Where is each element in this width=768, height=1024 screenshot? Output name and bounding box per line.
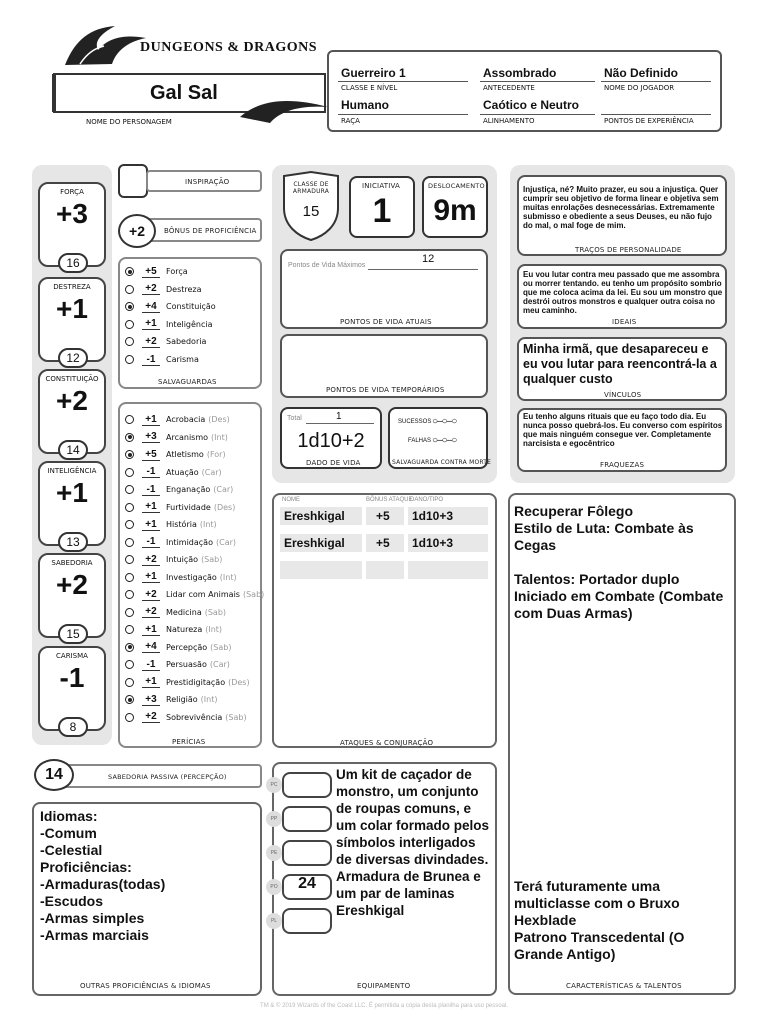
ability-score: 14 — [58, 440, 88, 460]
proficiency-bubble[interactable] — [125, 538, 134, 547]
skill-row[interactable] — [125, 446, 226, 463]
skill-modifier: +2 — [142, 589, 160, 601]
attack-damage-empty[interactable] — [408, 561, 488, 579]
ability-score: 12 — [58, 348, 88, 368]
proficiencies-label: OUTRAS PROFICIÊNCIAS & IDIOMAS — [80, 982, 211, 990]
xp-label: PONTOS DE EXPERIÊNCIA — [604, 117, 694, 125]
equipment-text: Um kit de caçador de monstro, um conjunto de roupas comuns, e um colar formado pelos símbolos interligados de diversas divindades. Armadura de Brunea e um par de laminas Ereshkigal — [336, 767, 490, 918]
coin-silver-label: PP — [266, 811, 282, 827]
attacks-label: ATAQUES & CONJURAÇÃO — [340, 739, 434, 747]
proficiency-bonus[interactable]: +2 — [118, 214, 156, 248]
proficiency-bubble[interactable] — [125, 660, 134, 669]
skill-ability: (Des) — [208, 415, 230, 424]
attack-name-empty[interactable] — [280, 561, 362, 579]
coin-gold-label: PO — [266, 879, 282, 895]
attack-bonus[interactable]: +5 — [366, 507, 404, 525]
proficiency-bubble[interactable] — [125, 503, 134, 512]
skill-ability: (Car) — [213, 485, 234, 494]
skill-name: Intuição — [166, 555, 199, 564]
skill-name: Natureza — [166, 625, 203, 634]
skill-row[interactable] — [125, 534, 236, 551]
proficiency-bubble[interactable] — [125, 415, 134, 424]
coin-platinum-box[interactable] — [282, 908, 332, 934]
skill-modifier: +1 — [142, 519, 160, 531]
skill-row[interactable] — [125, 674, 250, 691]
death-fail-bubbles[interactable]: ○‒○‒○ — [432, 435, 457, 446]
skill-name: História — [166, 520, 197, 529]
skill-row[interactable] — [125, 429, 228, 446]
proficiency-bubble[interactable] — [125, 625, 134, 634]
skill-modifier: +2 — [142, 554, 160, 566]
skill-row[interactable] — [125, 411, 230, 428]
hit-dice-value: 1d10+2 — [297, 430, 365, 452]
skill-ability: (Int) — [200, 695, 218, 704]
saving-throw-row[interactable] — [125, 281, 202, 298]
proficiency-bubble[interactable] — [125, 433, 134, 442]
proficiency-bubble[interactable] — [125, 590, 134, 599]
features-text-top: Recuperar Fôlego Estilo de Luta: Combate às Cegas Talentos: Portador duplo Iniciado em Combate (Combate com Duas Armas) — [514, 503, 724, 621]
traits-label: TRAÇOS DE PERSONALIDADE — [575, 246, 682, 254]
ability-wisdom[interactable]: SABEDORIA +2 15 — [38, 553, 106, 638]
saving-throw-modifier: +5 — [142, 266, 160, 278]
bonds-text: Minha irmã, que desapareceu e eu vou lutar para reencontrá-la a qualquer custo — [523, 342, 717, 386]
proficiency-bubble[interactable] — [125, 355, 134, 364]
proficiency-bubble[interactable] — [125, 468, 134, 477]
skill-row[interactable] — [125, 604, 226, 621]
skill-name: Lidar com Animais — [166, 590, 240, 599]
coin-copper-label: PC — [266, 777, 282, 793]
skill-name: Medicina — [166, 607, 202, 617]
proficiency-bubble[interactable] — [125, 555, 134, 564]
skill-row[interactable] — [125, 639, 231, 656]
race-value[interactable]: Humano — [341, 98, 389, 112]
proficiencies-text: Idiomas: -Comum -Celestial Proficiências: -Armaduras(todas) -Escudos -Armas simples -Armas marciais — [40, 808, 166, 943]
skill-row[interactable] — [125, 464, 222, 481]
skill-row[interactable] — [125, 481, 233, 498]
passive-perception-label: SABEDORIA PASSIVA (PERCEPÇÃO) — [108, 773, 227, 781]
skill-name: Acrobacia — [166, 415, 206, 424]
skill-row[interactable] — [125, 656, 230, 673]
skill-modifier: +1 — [142, 571, 160, 583]
ability-score: 8 — [58, 717, 88, 737]
attack-bonus-empty[interactable] — [366, 561, 404, 579]
skill-modifier: +1 — [142, 676, 160, 688]
ability-dexterity[interactable]: DESTREZA +1 12 — [38, 277, 106, 362]
initiative-value: 1 — [372, 192, 392, 230]
proficiency-label: BÔNUS DE PROFICIÊNCIA — [164, 227, 257, 235]
hit-dice-total: 1 — [336, 411, 342, 422]
proficiency-bubble[interactable] — [125, 520, 134, 529]
skill-modifier: -1 — [142, 484, 160, 496]
ability-constitution[interactable]: CONSTITUIÇÃO +2 14 — [38, 369, 106, 454]
character-name[interactable]: Gal Sal — [150, 82, 218, 104]
saving-throw-modifier: -1 — [142, 354, 160, 366]
saving-throw-row[interactable] — [125, 333, 206, 350]
skill-name: Investigação — [166, 572, 217, 582]
saving-throw-name: Sabedoria — [166, 337, 207, 347]
flaws-text: Eu tenho alguns rituais que eu faço todo dia. Eu nunca posso quebrá-los. Eu converso com espíritos que mais ninguém consegue ver. Completamente narcisista e egocêntrico — [523, 412, 723, 448]
ability-score: 15 — [58, 624, 88, 644]
skill-modifier: +1 — [142, 414, 160, 426]
proficiency-bubble[interactable] — [125, 573, 134, 582]
proficiency-bubble[interactable] — [125, 450, 134, 459]
attacks-panel — [272, 493, 497, 748]
proficiency-bubble[interactable] — [125, 320, 134, 329]
coin-copper-box[interactable] — [282, 772, 332, 798]
death-fail-label: FALHAS — [408, 438, 432, 444]
dragon-logo-graphic — [60, 20, 150, 68]
saving-throw-modifier: +4 — [142, 301, 160, 313]
proficiency-bubble[interactable] — [125, 678, 134, 687]
skill-modifier: +4 — [142, 641, 160, 653]
skill-ability: (Car) — [215, 537, 237, 547]
hp-max-label: Pontos de Vida Máximos — [288, 262, 366, 269]
attack-name[interactable]: Ereshkigal — [280, 507, 362, 525]
skill-name: Enganação — [166, 485, 211, 494]
skill-name: Furtividade — [166, 502, 211, 512]
skill-ability: (Sab) — [201, 555, 223, 564]
current-hp-box[interactable] — [280, 249, 488, 329]
coin-platinum-label: PL — [266, 913, 282, 929]
attacks-col-damage: DANO/TIPO — [410, 497, 444, 503]
skill-modifier: -1 — [142, 536, 160, 548]
attack-bonus[interactable]: +5 — [366, 534, 404, 552]
skill-ability: (Int) — [205, 625, 223, 634]
coin-silver-box[interactable] — [282, 806, 332, 832]
skill-ability: (Des) — [228, 677, 250, 687]
attacks-col-bonus: BÔNUS ATAQUE — [366, 497, 413, 503]
saving-throw-row[interactable] — [125, 263, 188, 280]
skill-ability: (For) — [206, 450, 226, 459]
ability-strength[interactable]: FORÇA +3 16 — [38, 182, 106, 267]
attack-damage[interactable]: 1d10+3 — [408, 507, 488, 525]
proficiency-bubble[interactable] — [125, 695, 134, 704]
background-value[interactable]: Assombrado — [483, 66, 557, 80]
skill-modifier: -1 — [142, 659, 160, 671]
skill-ability: (Sab) — [204, 607, 227, 617]
saving-throw-name: Inteligência — [166, 319, 213, 329]
skill-name: Arcanismo — [166, 432, 209, 442]
saving-throw-modifier: +1 — [142, 318, 160, 330]
skill-row[interactable] — [125, 691, 217, 708]
death-success-bubbles[interactable]: ○‒○‒○ — [432, 416, 457, 427]
skill-name: Persuasão — [166, 660, 207, 669]
temp-hp-label: PONTOS DE VIDA TEMPORÁRIOS — [326, 386, 445, 394]
skill-row[interactable] — [125, 551, 222, 568]
proficiency-bubble[interactable] — [125, 267, 134, 276]
proficiency-bubble[interactable] — [125, 713, 134, 722]
saving-throws-label: SALVAGUARDAS — [158, 378, 217, 386]
skill-name: Percepção — [166, 642, 208, 652]
death-saves-label: SALVAGUARDA CONTRA MORTE — [392, 459, 492, 466]
brand-logo: DUNGEONS & DRAGONS — [140, 40, 318, 55]
skill-ability: (Car) — [201, 467, 222, 477]
saving-throw-name: Carisma — [166, 355, 199, 364]
proficiency-bubble[interactable] — [125, 285, 134, 294]
skill-row[interactable] — [125, 569, 237, 586]
current-hp-label: PONTOS DE VIDA ATUAIS — [340, 318, 432, 326]
attacks-col-name: NOME — [282, 497, 300, 503]
attack-damage[interactable]: 1d10+3 — [408, 534, 488, 552]
class-level-value[interactable]: Guerreiro 1 — [341, 66, 406, 80]
race-label: RAÇA — [341, 117, 360, 125]
coin-gold-value: 24 — [298, 875, 316, 892]
skills-label: PERÍCIAS — [172, 738, 206, 746]
skill-row[interactable] — [125, 709, 247, 726]
armor-class-label: CLASSE DE ARMADURA — [292, 181, 330, 195]
attack-name[interactable]: Ereshkigal — [280, 534, 362, 552]
skill-modifier: +2 — [142, 606, 160, 618]
bonds-label: VÍNCULOS — [604, 391, 642, 399]
proficiency-bubble[interactable] — [125, 608, 134, 617]
hit-dice-label: DADO DE VIDA — [306, 459, 361, 467]
skill-row[interactable] — [125, 586, 264, 603]
skill-ability: (Des) — [213, 502, 236, 512]
ability-charisma[interactable]: CARISMA -1 8 — [38, 646, 106, 731]
skill-ability: (Sab) — [210, 642, 232, 652]
dragon-tail-graphic — [240, 95, 330, 125]
saving-throw-name: Destreza — [166, 284, 202, 294]
skill-modifier: +1 — [142, 501, 160, 513]
proficiency-bubble[interactable] — [125, 337, 134, 346]
proficiency-bubble[interactable] — [125, 302, 134, 311]
skill-name: Sobrevivência — [166, 712, 223, 722]
skill-name: Intimidação — [166, 537, 213, 547]
skill-ability: (Sab) — [225, 712, 247, 722]
skill-modifier: -1 — [142, 466, 160, 478]
player-name-value[interactable]: Não Definido — [604, 66, 678, 80]
hit-dice-total-label: Total — [287, 415, 302, 422]
background-label: ANTECEDENTE — [483, 84, 535, 92]
skill-ability: (Int) — [199, 520, 217, 529]
skill-row[interactable] — [125, 499, 235, 516]
saving-throw-row[interactable] — [125, 351, 199, 368]
footer-copyright: TM & © 2019 Wizards of the Coast LLC. É permitida a cópia desta planilha para uso pessoal. — [260, 1003, 508, 1009]
saving-throw-row[interactable] — [125, 316, 213, 333]
coin-electrum-box[interactable] — [282, 840, 332, 866]
skill-ability: (Int) — [211, 432, 228, 442]
saving-throw-name: Força — [166, 267, 188, 276]
skill-modifier: +2 — [142, 711, 160, 723]
ability-intelligence[interactable]: INTELIGÊNCIA +1 13 — [38, 461, 106, 546]
skill-name: Atletismo — [166, 450, 204, 459]
skill-modifier: +3 — [142, 431, 160, 443]
proficiency-bubble[interactable] — [125, 643, 134, 652]
coin-electrum-label: PE — [266, 845, 282, 861]
equipment-label: EQUIPAMENTO — [357, 982, 411, 990]
features-text-bottom: Terá futuramente uma multiclasse com o Bruxo Hexblade Patrono Transcedental (O Grande Antigo) — [514, 878, 685, 962]
inspiration-label: INSPIRAÇÃO — [185, 178, 230, 186]
skill-modifier: +3 — [142, 694, 160, 706]
skill-row[interactable] — [125, 516, 217, 533]
saving-throw-row[interactable] — [125, 298, 216, 315]
inspiration-checkbox[interactable] — [118, 164, 148, 198]
skill-name: Prestidigitação — [166, 677, 226, 687]
hp-max-value[interactable]: 12 — [422, 253, 435, 265]
saving-throw-modifier: +2 — [142, 283, 160, 295]
class-level-label: CLASSE E NÍVEL — [341, 84, 398, 92]
speed-value: 9m — [433, 194, 477, 227]
skill-name: Atuação — [166, 467, 199, 477]
skill-ability: (Car) — [209, 660, 230, 669]
passive-perception-value[interactable]: 14 — [34, 759, 74, 791]
alignment-value[interactable]: Caótico e Neutro — [483, 98, 580, 112]
player-name-label: NOME DO JOGADOR — [604, 84, 675, 92]
skill-ability: (Sab) — [242, 590, 265, 599]
skill-name: Religião — [166, 695, 198, 704]
flaws-label: FRAQUEZAS — [600, 461, 645, 469]
saving-throw-name: Constituição — [166, 302, 216, 312]
skill-row[interactable] — [125, 621, 222, 638]
character-name-label: NOME DO PERSONAGEM — [86, 118, 172, 126]
features-label: CARACTERÍSTICAS & TALENTOS — [566, 982, 682, 990]
death-success-label: SUCESSOS — [398, 419, 432, 425]
traits-text: Injustiça, né? Muito prazer, eu sou a injustiça. Quer cumprir seu objetivo de forma linear e objetiva sem muitas enrolações desnecessárias. Extremamente submisso e obediente a seus Deuses, eu não fujo do mal, o mal foge de mim. — [523, 185, 719, 230]
skill-ability: (Int) — [219, 572, 237, 582]
initiative-label: INICIATIVA — [362, 182, 401, 190]
skill-modifier: +5 — [142, 449, 160, 461]
speed-label: DESLOCAMENTO — [428, 182, 485, 190]
alignment-label: ALINHAMENTO — [483, 117, 535, 125]
saving-throw-modifier: +2 — [142, 336, 160, 348]
ability-score: 16 — [58, 253, 88, 273]
skill-modifier: +1 — [142, 624, 160, 636]
armor-class-value: 15 — [302, 203, 320, 220]
ideals-text: Eu vou lutar contra meu passado que me assombra ou morrer tentando. eu tenho um propósito sombrio que me coloca acima da lei. Eu sou um monstro que destrói outros monstros e qualquer outra coisa no meu caminho. — [523, 270, 723, 315]
proficiency-bubble[interactable] — [125, 485, 134, 494]
ideals-label: IDEAIS — [612, 318, 637, 326]
ability-score: 13 — [58, 532, 88, 552]
